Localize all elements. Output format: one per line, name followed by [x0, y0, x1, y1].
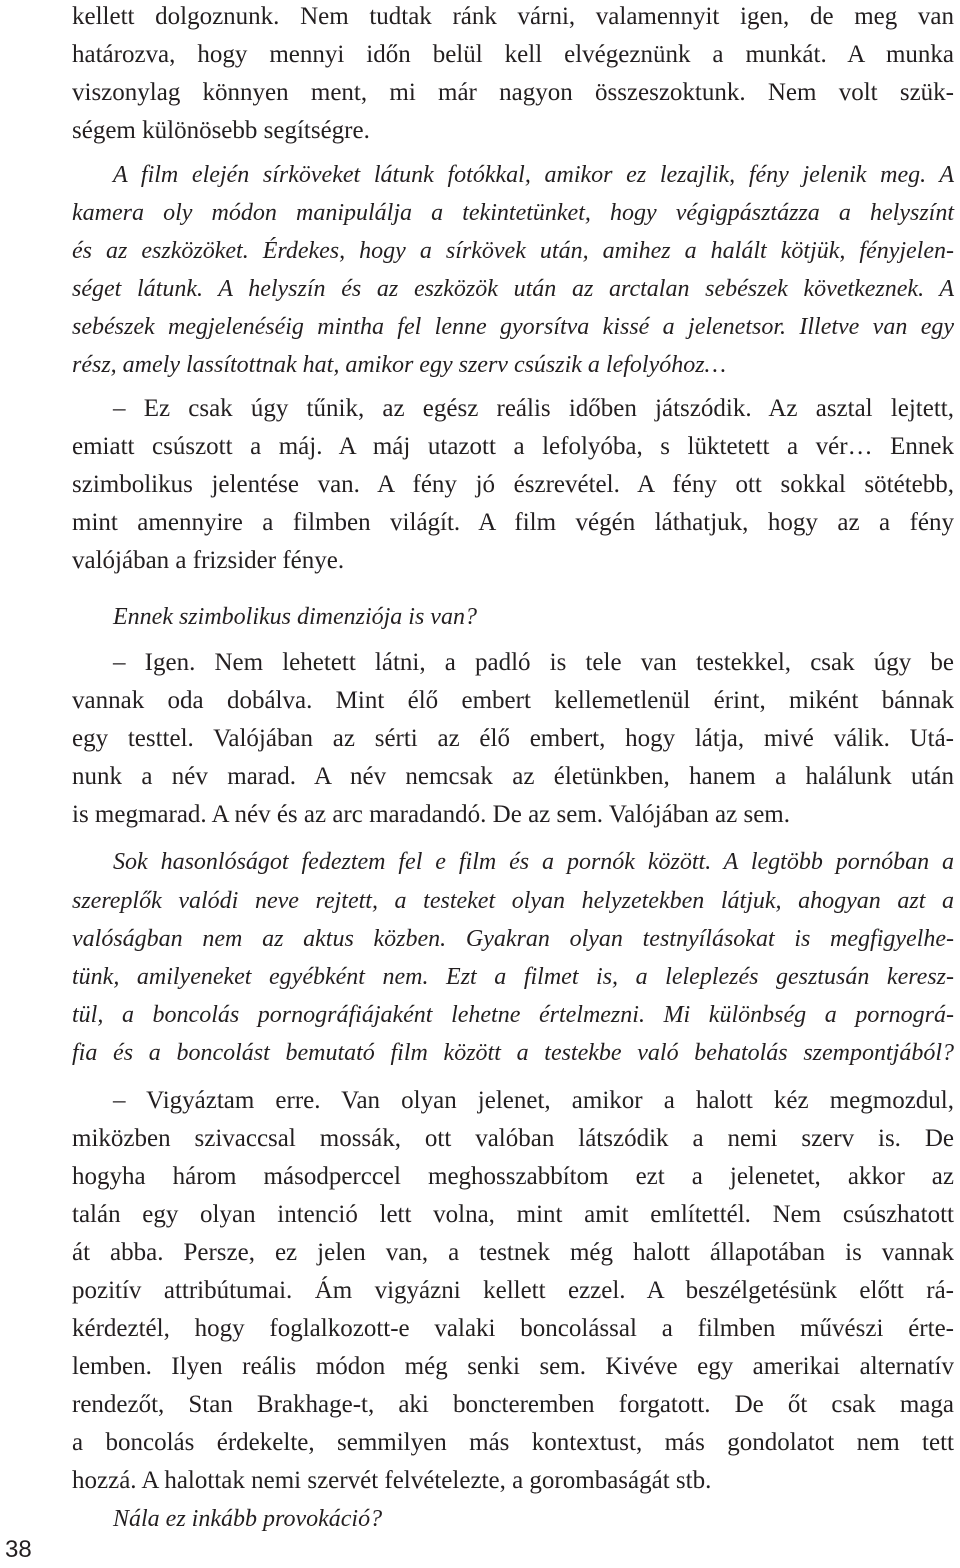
text-line: határozva, hogy mennyi időn belül kell elvégeznünk a munkát. A munka — [72, 41, 954, 68]
text-line: ségem különösebb segítségre. — [72, 117, 370, 144]
answer-line: emiatt csúszott a máj. A máj utazott a lefolyóba, s lüktetett a vér… Ennek — [72, 433, 954, 460]
answer-line: szimbolikus jelentése van. A fény jó észrevétel. A fény ott sokkal sötétebb, — [72, 471, 954, 498]
answer-line: is megmarad. A név és az arc maradandó. De az sem. Valójában az sem. — [72, 801, 791, 828]
answer-line: mint amennyire a filmben világít. A film végén láthatjuk, hogy az a fény — [72, 509, 954, 536]
answer-line: át abba. Persze, ez jelen van, a testnek még halott állapotában is vannak — [72, 1239, 954, 1266]
answer-line: vannak oda dobálva. Mint élő embert kellemetlenül érint, miként bánnak — [72, 687, 954, 714]
answer-line: nunk a név marad. A név nemcsak az életünkben, hanem a halálunk után — [72, 763, 954, 790]
question-line: tünk, amilyeneket egyébként nem. Ezt a filmet is, a leleplezés gesztusán keresz- — [72, 964, 954, 990]
question-line: Sok hasonlóságot fedeztem fel e film és a pornók között. A legtöbb pornóban a — [113, 849, 954, 875]
question-line: és az eszközöket. Érdekes, hogy a sírkövek után, amihez a halált kötjük, fényjelen- — [72, 238, 954, 264]
answer-line: miközben szivaccsal mossák, ott valóban látszódik a nemi szerv is. De — [72, 1125, 954, 1152]
question-line: tül, a boncolás pornográfiájaként lehetne értelmezni. Mi különbség a pornográ- — [72, 1002, 954, 1028]
answer-line: egy testtel. Valójában az sérti az élő embert, hogy látja, mivé válik. Utá- — [72, 725, 954, 752]
answer-line: hozzá. A halottak nemi szervét felvételezte, a gorombaságát stb. — [72, 1467, 712, 1494]
question-line: séget látunk. A helyszín és az eszközök után az arctalan sebészek következnek. A — [72, 276, 954, 302]
question-line: sebészek megjelenéséig mintha fel lenne gyorsítva kissé a jelenetsor. Illetve van egy — [72, 314, 954, 340]
answer-line: kérdeztél, hogy foglalkozott-e valaki boncolással a filmben művészi érte- — [72, 1315, 954, 1342]
answer-line: lemben. Ilyen reális módon még senki sem. Kivéve egy amerikai alternatív — [72, 1353, 954, 1380]
question-line: valóságban nem az aktus közben. Gyakran olyan testnyílásokat is megfigyelhe- — [72, 926, 954, 952]
answer-line: valójában a frizsider fénye. — [72, 547, 345, 574]
answer-line: pozitív attribútumai. Ám vigyázni kellett ezzel. A beszélgetésünk előtt rá- — [72, 1277, 954, 1304]
question-line: rész, amely lassítottnak hat, amikor egy szerv csúszik a lefolyóhoz… — [72, 352, 726, 378]
question-line: kamera oly módon manipulálja a tekintetünket, hogy végigpásztázza a helyszínt — [72, 200, 954, 226]
answer-line: hogyha három másodperccel meghosszabbítom ezt a jelenetet, akkor az — [72, 1163, 954, 1190]
answer-line: rendezőt, Stan Brakhage-t, aki boncteremben forgatott. De őt csak maga — [72, 1391, 954, 1418]
answer-line: – Ez csak úgy tűnik, az egész reális időben játszódik. Az asztal lejtett, — [113, 395, 954, 422]
question-line: Ennek szimbolikus dimenziója is van? — [113, 604, 477, 630]
answer-line: – Igen. Nem lehetett látni, a padló is tele van testekkel, csak úgy be — [113, 649, 954, 676]
answer-line: – Vigyáztam erre. Van olyan jelenet, amikor a halott kéz megmozdul, — [113, 1087, 954, 1114]
text-line: viszonylag könnyen ment, mi már nagyon összeszoktunk. Nem volt szük- — [72, 79, 954, 106]
answer-line: talán egy olyan intenció lett volna, mint amit említettél. Nem csúszhatott — [72, 1201, 954, 1228]
question-line: Nála ez inkább provokáció? — [113, 1506, 383, 1532]
text-line: kellett dolgoznunk. Nem tudtak ránk várni, valamennyit igen, de meg van — [72, 3, 954, 30]
question-line: szereplők valódi neve rejtett, a testeket olyan helyzetekben látjuk, ahogyan azt a — [72, 888, 954, 914]
question-line: fia és a boncolást bemutató film között a testekbe való behatolás szempontjából? — [72, 1040, 954, 1066]
question-line: A film elején sírköveket látunk fotókkal, amikor ez lezajlik, fény jelenik meg. A — [113, 162, 954, 188]
page-number: 38 — [5, 1536, 32, 1563]
answer-line: a boncolás érdekelte, semmilyen más kontextust, más gondolatot nem tett — [72, 1429, 954, 1456]
